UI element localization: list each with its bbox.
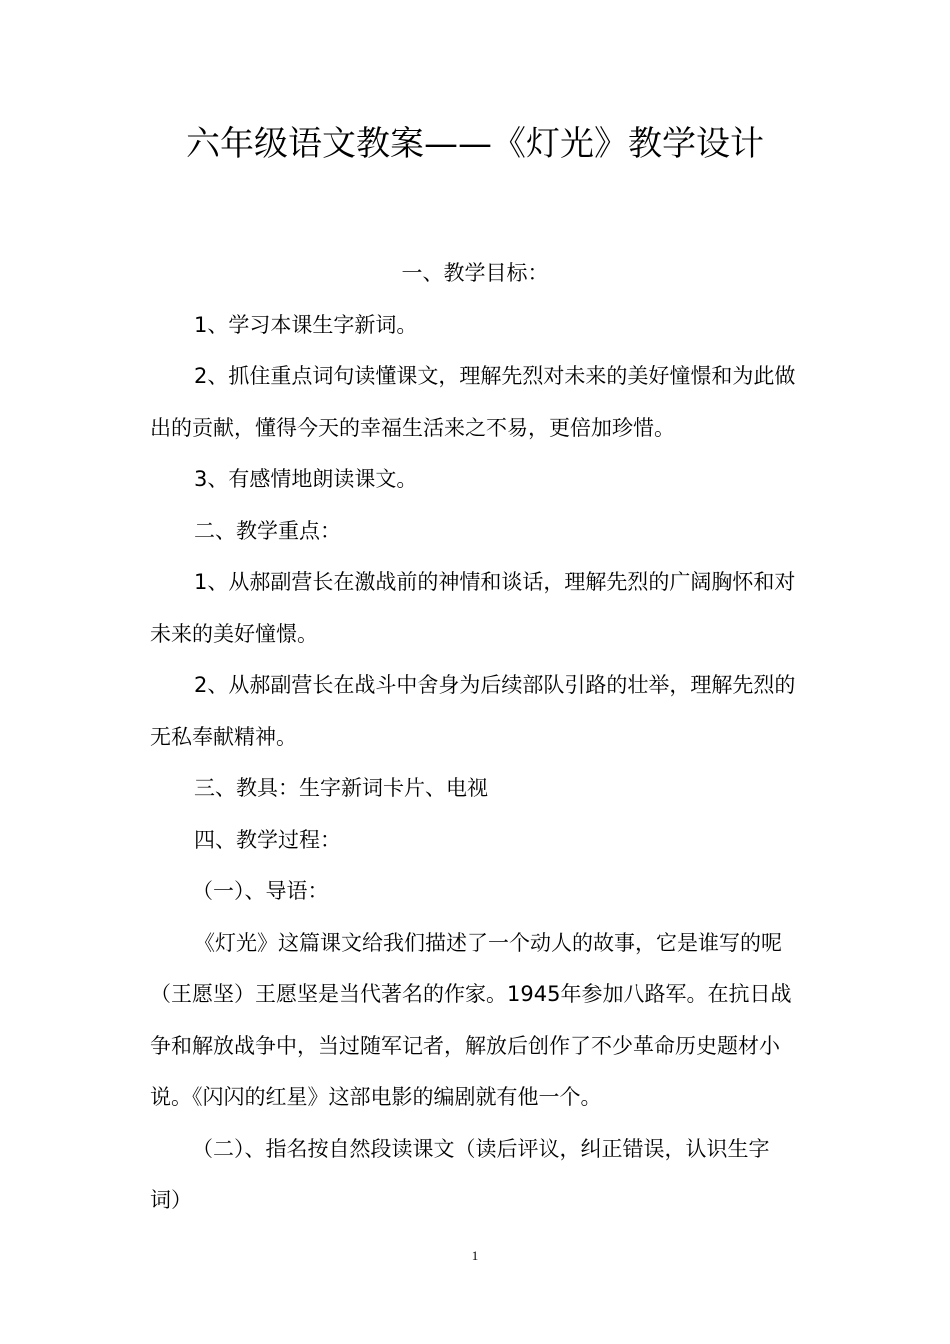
document-body [150,248,800,1227]
paragraph-key-point-2: 2、从郝副营长在战斗中舍身为后续部队引路的壮举，理解先烈的无私奉献精神。 [150,673,796,749]
section-heading-goals: 一、教学目标： [401,261,549,285]
paragraph-introduction: 《灯光》这篇课文给我们描述了一个动人的故事，它是谁写的呢（王愿坚）王愿坚是当代著名的作家。1945年参加八路军。在抗日战争和解放战争中，当过随军记者，解放后创作了不少革命历史题材小说。《闪闪的红星》这部电影的编剧就有他一个。 [150,930,792,1109]
paragraph-goal-1: 1、学习本课生字新词。 [194,312,418,337]
paragraph-goal-3: 3、有感情地朗读课文。 [194,467,418,491]
section-heading-process: 四、教学过程： [194,827,341,852]
subsection-heading-introduction: （一）、导语： [192,879,329,903]
page-number: 1 [471,1248,479,1263]
section-heading-teaching-aids: 三、教具：生字新词卡片、电视 [194,776,488,800]
paragraph-goal-2: 2、抓住重点词句读懂课文，理解先烈对未来的美好憧憬和为此做出的贡献，懂得今天的幸福生活来之不易，更倍加珍惜。 [150,364,796,440]
paragraph-key-point-1: 1、从郝副营长在激战前的神情和谈话，理解先烈的广阔胸怀和对未来的美好憧憬。 [150,570,796,646]
section-heading-key-points: 二、教学重点： [194,518,341,543]
document-title: 六年级语文教案——《灯光》教学设计 [186,124,764,164]
paragraph-reading-activity: （二）、指名按自然段读课文（读后评议，纠正错误，认识生字词） [150,1136,770,1212]
